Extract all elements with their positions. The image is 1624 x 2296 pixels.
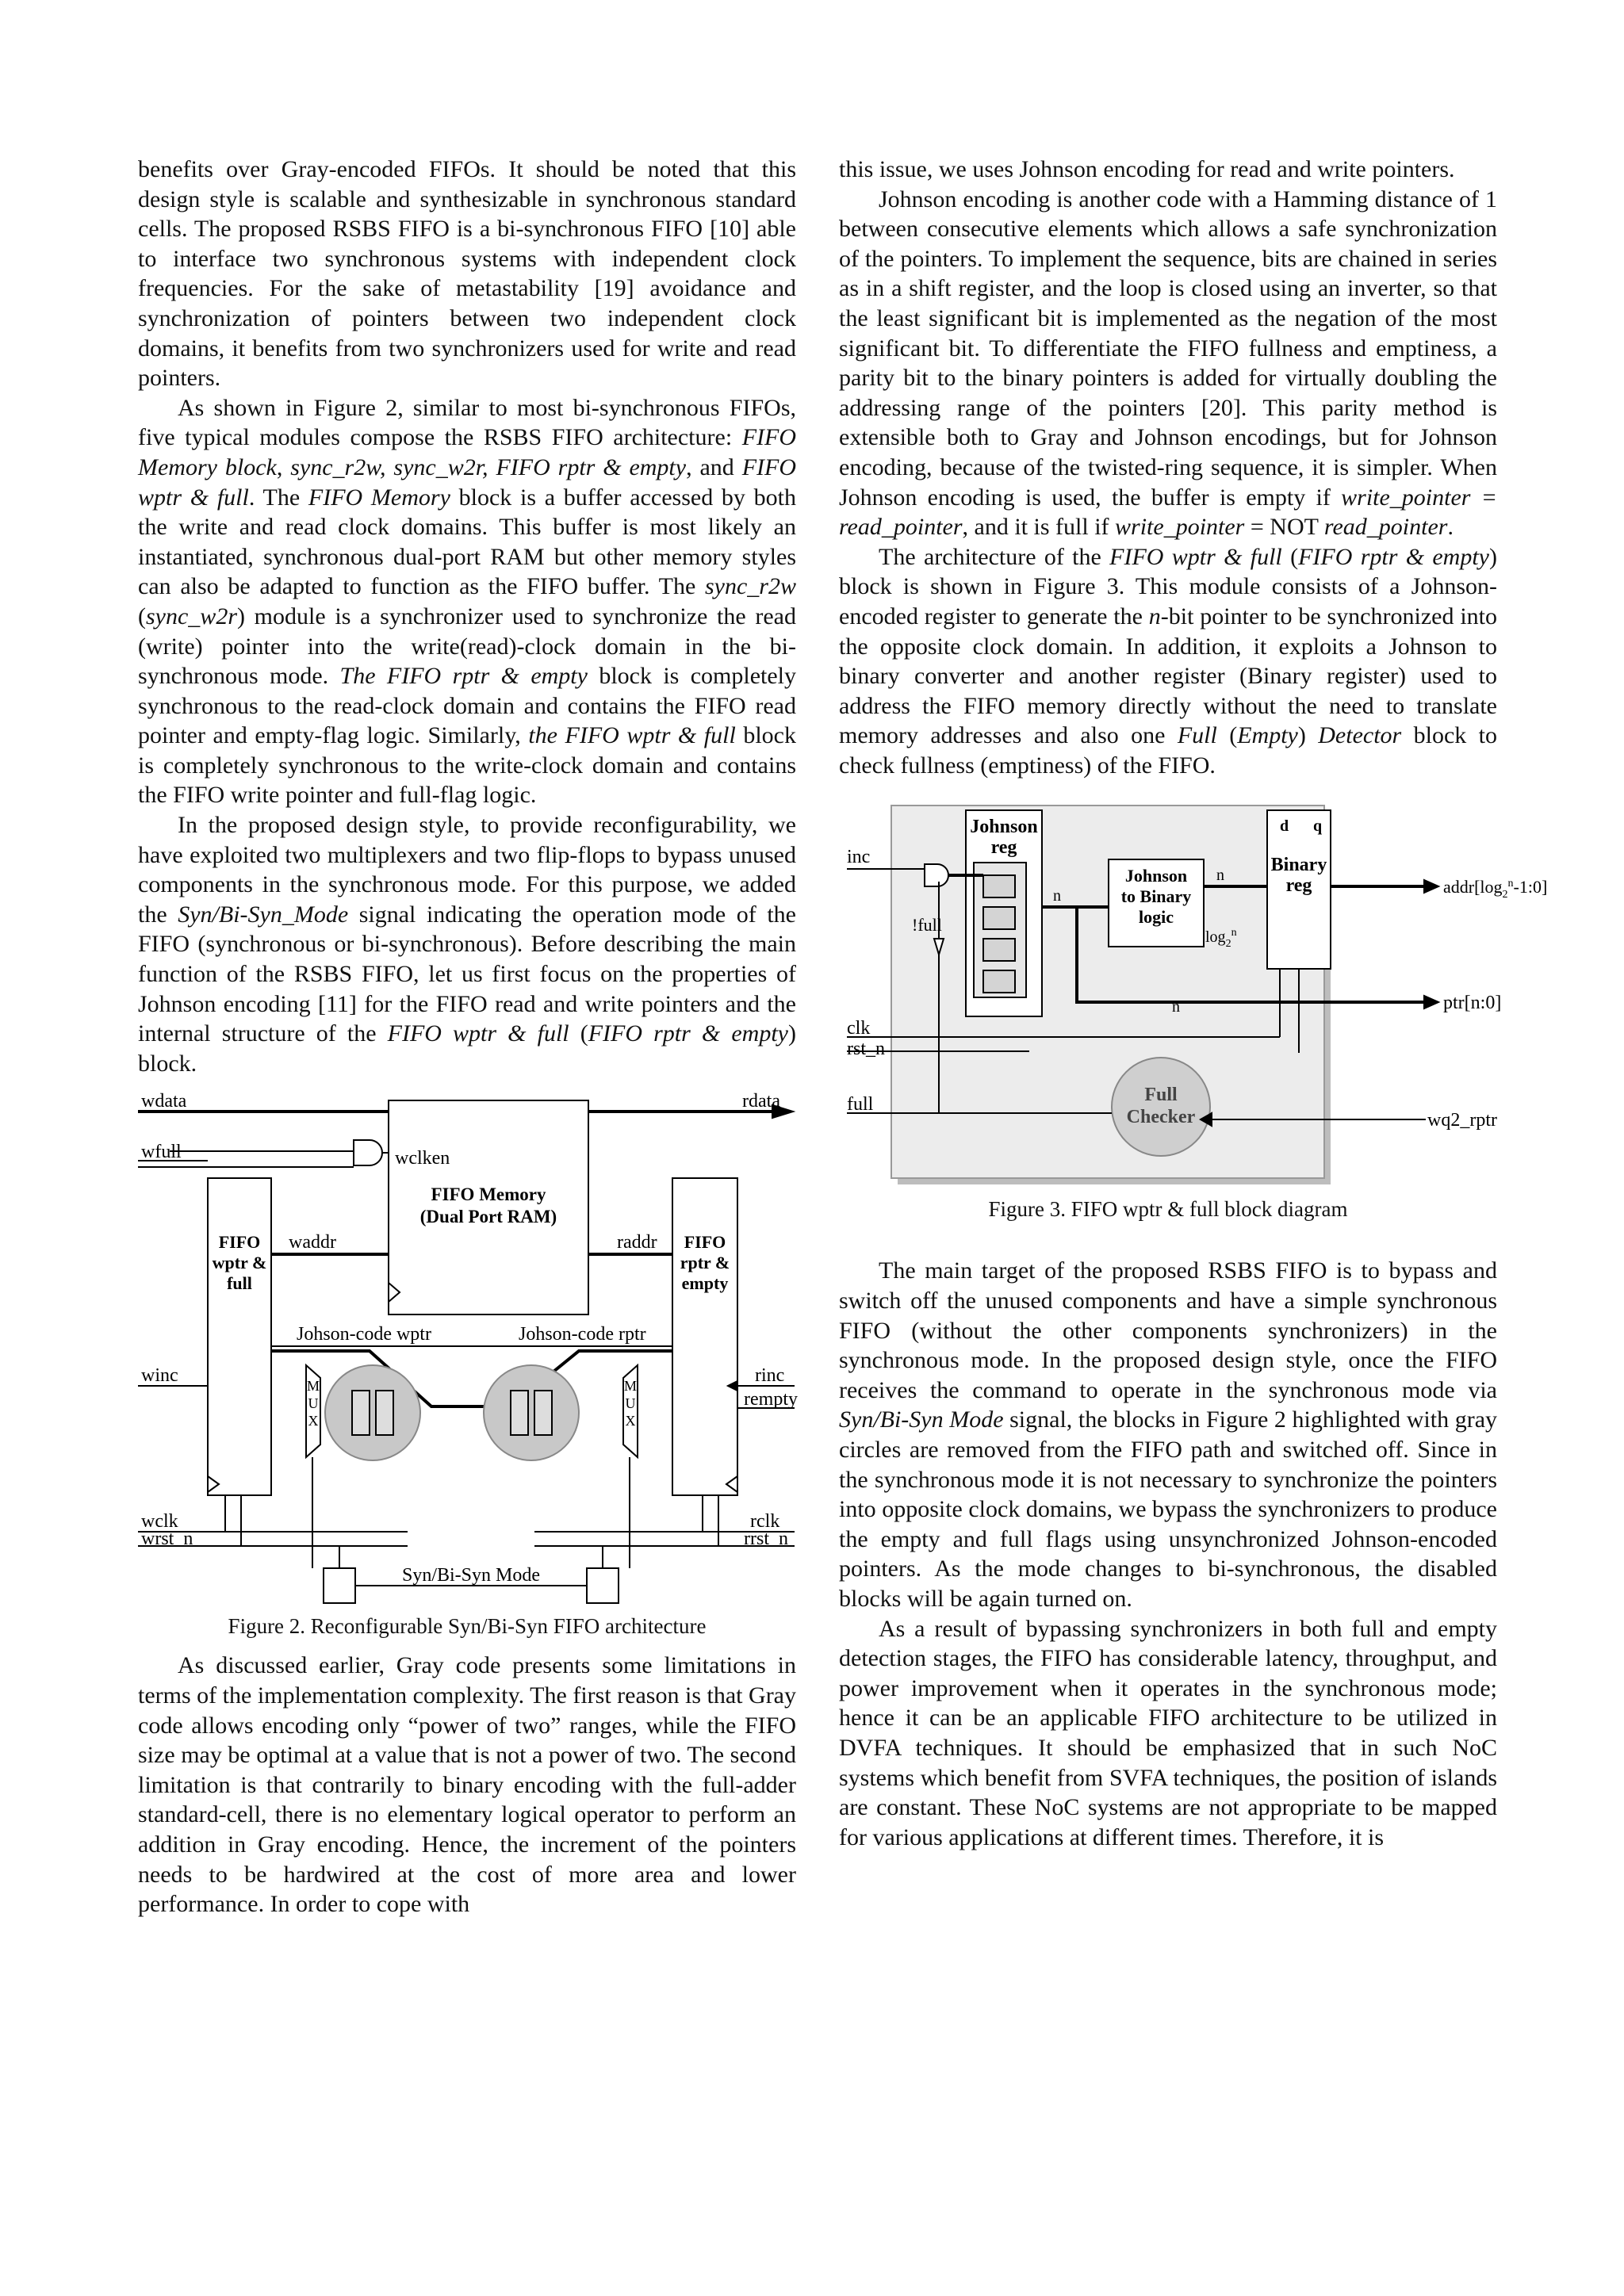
paragraph: The architecture of the FIFO wptr & full (FIFO rptr & empty) block is shown in Figure 3. This module consists of a Johnson-encoded register to generate the n-bit pointer to be synchronized into the opposite clock domain. In addition, it exploits a Johnson to binary converter and another register (Binary register) used to address the FIFO memory directly without the need to translate memory addresses and also one Full (Empty) Detector block to check fullness (emptiness) of the FIFO.: [839, 543, 1497, 779]
fig2-label-wdata: wdata: [141, 1091, 187, 1112]
paragraph: Johnson encoding is another code with a Hamming distance of 1 between consecutive elements which allows a safe synchronization of the pointers. To implement the sequence, bits are chained in series as in a shift register, and the loop is closed using an inverter, so that the least significant bit is implemented as the negation of the most significant bit. To differentiate the FIFO fullness and emptiness, a parity bit to the binary pointers is added for virtually doubling the addressing range of the pointers [20]. This parity method is extensible both to Gray and Johnson encodings, but for Johnson encoding, because of the twisted-ring sequence, it is simpler. When Johnson encoding is used, the buffer is empty if write_pointer = read_pointer, and it is full if write_pointer = NOT read_pointer.: [839, 186, 1498, 541]
fig3-label-notfull: !full: [912, 915, 942, 936]
figure-3-caption: Figure 3. FIFO wptr & full block diagram: [988, 1197, 1348, 1222]
fig3-jreg-label: Johnson: [970, 817, 1038, 838]
svg-text:rptr &: rptr &: [680, 1253, 730, 1273]
fig2-label-mode: Syn/Bi-Syn Mode: [401, 1565, 541, 1586]
fig2-label-waddr: waddr: [289, 1232, 336, 1253]
fig2-label-rinc: rinc: [755, 1365, 785, 1387]
fig3-checker-label: Full: [1144, 1085, 1178, 1106]
fig3-converter-label: Johnson: [1124, 866, 1188, 886]
svg-text:M: M: [623, 1378, 638, 1395]
svg-text:logic: logic: [1139, 907, 1174, 928]
svg-text:reg: reg: [1285, 875, 1312, 897]
fig2-label-rrst: rrst_n: [744, 1529, 788, 1550]
right-column: [839, 155, 1548, 1852]
fig2-wptr-label: FIFO: [218, 1232, 261, 1253]
fig2-label-rdata: rdata: [742, 1091, 780, 1112]
paragraph: The main target of the proposed RSBS FIFO is to bypass and switch off the unused components and have a simple synchronous FIFO (without the other components synchronizers) in the synchronous mode. In the proposed design style, once the FIFO receives the command to operate in the synchronous mode via Syn/Bi-Syn Mode signal, the blocks in Figure 2 highlighted with gray circles are removed from the FIFO path and switched off. Since in the synchronous mode it is not necessary to synchronize the pointers into opposite clock domains, we bypass the synchronizers to produce the empty and full flags using unsynchronized Johnson-encoded pointers. As the mode changes to bi-synchronous, the disabled blocks will be again turned on.: [839, 1257, 1498, 1612]
figure-2-diagram: [138, 1091, 798, 1619]
svg-text:M: M: [306, 1378, 320, 1395]
svg-text:to Binary: to Binary: [1120, 886, 1192, 907]
svg-text:n: n: [1172, 998, 1180, 1016]
svg-text:reg: reg: [990, 837, 1017, 859]
fig2-rptr-label: FIFO: [684, 1232, 726, 1253]
svg-text:full: full: [227, 1273, 252, 1294]
fig3-label-full: full: [847, 1094, 874, 1115]
svg-text:Checker: Checker: [1126, 1107, 1196, 1128]
svg-text:n: n: [1053, 887, 1061, 905]
paragraph: As shown in Figure 2, similar to most bi-synchronous FIFOs, five typical modules compose the RSBS FIFO architecture: FIFO Memory block, sync_r2w, sync_w2r, FIFO rptr & empty, and FIFO wptr & full. The FIFO Memory block is a buffer accessed by both the write and read clock domains. This buffer is most likely an instantiated, synchronous dual-port RAM but other memory styles can also be adapted to function as the FIFO buffer. The sync_r2w (sync_w2r) module is a synchronizer used to synchronize the read (write) pointer into the write(read)-clock domain in the bi-synchronous mode. The FIFO rptr & empty block is completely synchronous to the read-clock domain and contains the FIFO read pointer and empty-flag logic. Similarly, the FIFO wptr & full block is completely synchronous to the write-clock domain and contains the FIFO write pointer and full-flag logic.: [138, 394, 797, 809]
paragraph: benefits over Gray-encoded FIFOs. It should be noted that this design style is scalable and synthesizable in synchronous standard cells. The proposed RSBS FIFO is a bi-synchronous FIFO [10] able to interface two synchronous systems with independent clock frequencies. For the sake of metastability [19] avoidance and synchronization of pointers between two independent clock domains, it benefits from two synchronizers used for write and read pointers.: [138, 156, 796, 392]
fig2-label-wclken: wclken: [395, 1148, 450, 1169]
svg-text:q: q: [1313, 817, 1323, 836]
svg-text:U: U: [308, 1395, 319, 1412]
fig2-label-raddr: raddr: [617, 1232, 657, 1253]
paragraph: this issue, we uses Johnson encoding for read and write pointers.: [839, 156, 1455, 182]
fig3-label-addr: $addr[\log_2^n-1:0]$: [1443, 877, 1548, 901]
svg-text:X: X: [308, 1413, 319, 1429]
fig2-label-rempty: rempty: [744, 1389, 798, 1410]
paragraph: As discussed earlier, Gray code presents some limitations in terms of the implementation complexity. The first reason is that Gray code allows encoding only “power of two” ranges, while the FIFO size may be optimal at a value that is not a power of two. The second limitation is that contrarily to binary encoding with the full-adder standard-cell, there is no elementary logical operator to perform an addition in Gray encoding. Hence, the increment of the pointers needs to be hardwired at the cost of more area and lower performance. In order to cope with: [138, 1652, 796, 1918]
fig3-label-ptr: ptr[n:0]: [1443, 993, 1502, 1014]
svg-text:U: U: [625, 1395, 636, 1412]
fig2-label-wclk: wclk: [141, 1511, 178, 1533]
fig2-mem-subtitle: (Dual Port RAM): [419, 1207, 557, 1227]
figure-3-diagram: [839, 799, 1548, 1196]
fig2-mem-title: FIFO Memory: [431, 1184, 546, 1205]
fig3-binreg-label: Binary: [1270, 855, 1327, 876]
fig2-label-rclk: rclk: [750, 1511, 780, 1533]
left-column: [138, 155, 796, 1919]
fig2-label-jwptr: Johson-code wptr: [297, 1324, 431, 1345]
fig3-label-clk: clk: [847, 1018, 871, 1039]
fig2-label-jrptr: Johson-code rptr: [519, 1324, 646, 1345]
fig3-log-label: $\log_2^n$: [1205, 927, 1237, 951]
svg-text:n: n: [1216, 867, 1224, 885]
fig3-label-inc: inc: [847, 847, 871, 868]
fig3-label-rst: rst_n: [847, 1039, 885, 1060]
fig2-label-wfull: wfull: [141, 1142, 182, 1163]
svg-text:d: d: [1280, 817, 1289, 836]
svg-text:X: X: [625, 1413, 636, 1429]
fig3-label-wq2: wq2_rptr: [1427, 1110, 1497, 1131]
paragraph: In the proposed design style, to provide reconfigurability, we have exploited two multiplexers and two flip-flops to bypass unused components in the synchronous mode. For this purpose, we added the Syn/Bi-Syn_Mode signal indicating the operation mode of the FIFO (synchronous or bi-synchronous). Before describing the main function of the RSBS FIFO, let us first focus on the properties of Johnson encoding [11] for the FIFO read and write pointers and the internal structure of the FIFO wptr & full (FIFO rptr & empty) block.: [138, 812, 796, 1077]
figure-2-caption: Figure 2. Reconfigurable Syn/Bi-Syn FIFO architecture: [228, 1614, 707, 1639]
fig2-label-wrst: wrst_n: [141, 1529, 193, 1550]
svg-text:wptr &: wptr &: [212, 1253, 267, 1273]
paragraph: As a result of bypassing synchronizers in both full and empty detection stages, the FIFO has considerable latency, throughput, and power improvement when it operates in the synchronous mode; hence it can be an applicable FIFO architecture to be utilized in DVFA techniques. It should be emphasized that in such NoC systems which benefit from SVFA techniques, the position of islands are constant. These NoC systems are not appropriate to be mapped for various applications at different times. Therefore, it is: [839, 1615, 1497, 1850]
svg-text:empty: empty: [681, 1273, 729, 1294]
fig2-label-winc: winc: [141, 1365, 178, 1387]
